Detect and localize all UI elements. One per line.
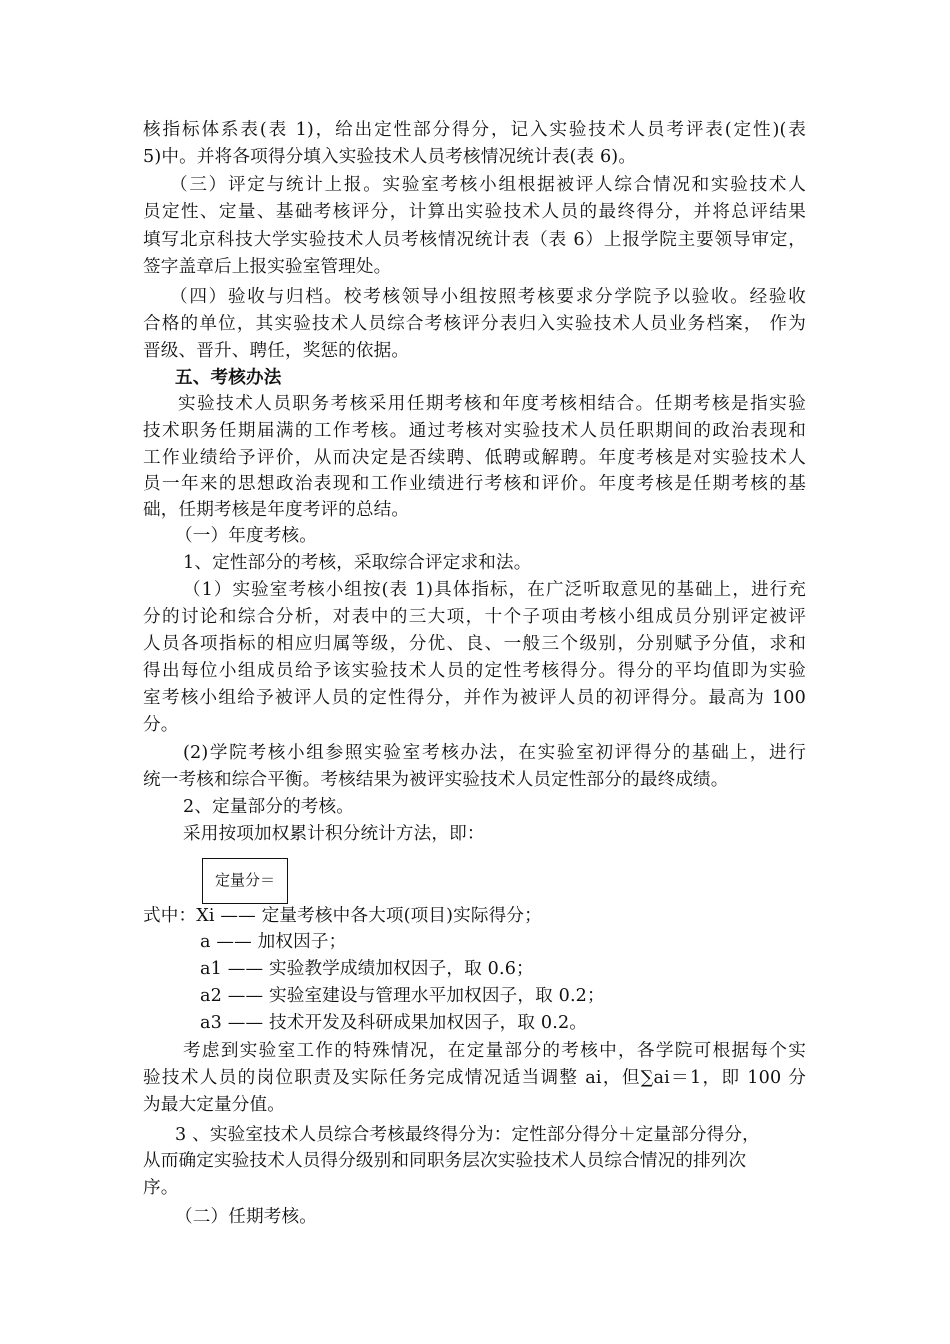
body-line: 2、定量部分的考核。 xyxy=(183,797,355,817)
body-line: 础，任期考核是年度考评的总结。 xyxy=(143,500,410,520)
section-heading: 五、考核办法 xyxy=(175,367,282,388)
body-line: 人员各项指标的相应归属等级，分优、良、一般三个级别，分别赋予分值，求和 xyxy=(143,634,806,654)
body-line: （四）验收与归档。校考核领导小组按照考核要求分学院予以验收。经验收 xyxy=(170,287,806,307)
body-line: 分。 xyxy=(143,715,179,735)
body-line: 核指标体系表(表 1)，给出定性部分得分，记入实验技术人员考评表(定性)(表 xyxy=(143,120,806,140)
legend-line: a1 —— 实验教学成绩加权因子，取 0.6； xyxy=(200,959,534,979)
body-line: 得出每位小组成员给予该实验技术人员的定性考核得分。得分的平均值即为实验 xyxy=(143,661,806,681)
body-line: 合格的单位，其实验技术人员综合考核评分表归入实验技术人员业务档案， 作为 xyxy=(143,314,806,334)
subsection-heading: （二）任期考核。 xyxy=(175,1207,317,1227)
body-line: 采用按项加权累计积分统计方法，即： xyxy=(183,824,485,844)
body-line: （三）评定与统计上报。实验室考核小组根据被评人综合情况和实验技术人 xyxy=(170,175,806,195)
formula-label: 定量分＝ xyxy=(215,871,276,889)
body-line: 验技术人员的岗位职责及实际任务完成情况适当调整 ai，但∑ai＝1，即 100 分 xyxy=(143,1068,806,1088)
body-line: 分的讨论和综合分析，对表中的三大项，十个子项由考核小组成员分别评定被评 xyxy=(143,607,806,627)
subsection-heading: （一）年度考核。 xyxy=(175,526,317,546)
body-line: 为最大定量分值。 xyxy=(143,1095,285,1115)
body-line: 考虑到实验室工作的特殊情况，在定量部分的考核中，各学院可根据每个实 xyxy=(183,1041,806,1061)
body-line: 技术职务任期届满的工作考核。通过考核对实验技术人员任职期间的政治表现和 xyxy=(143,421,806,441)
body-line: 室考核小组给予被评人员的定性得分，并作为被评人员的初评得分。最高为 100 xyxy=(143,688,806,708)
legend-line: 式中：Xi —— 定量考核中各大项(项目)实际得分； xyxy=(143,906,542,926)
body-line: 序。 xyxy=(143,1178,179,1198)
legend-line: a3 —— 技术开发及科研成果加权因子，取 0.2。 xyxy=(200,1013,588,1033)
body-line: 签字盖章后上报实验室管理处。 xyxy=(143,257,392,277)
body-line: 员定性、定量、基础考核评分，计算出实验技术人员的最终得分，并将总评结果 xyxy=(143,202,806,222)
formula-box xyxy=(202,858,288,904)
legend-line: a —— 加权因子； xyxy=(200,932,347,952)
body-line: 从而确定实验技术人员得分级别和同职务层次实验技术人员综合情况的排列次 xyxy=(143,1151,747,1171)
body-line: 3 、实验室技术人员综合考核最终得分为：定性部分得分＋定量部分得分， xyxy=(175,1125,760,1145)
body-line: 5)中。并将各项得分填入实验技术人员考核情况统计表(表 6)。 xyxy=(143,147,637,167)
body-line: 1、定性部分的考核，采取综合评定求和法。 xyxy=(183,553,532,573)
legend-line: a2 —— 实验室建设与管理水平加权因子，取 0.2； xyxy=(200,986,605,1006)
body-line: 员一年来的思想政治表现和工作业绩进行考核和评价。年度考核是任期考核的基 xyxy=(143,474,806,494)
body-line: 填写北京科技大学实验技术人员考核情况统计表（表 6）上报学院主要领导审定， xyxy=(143,230,806,250)
body-line: （1）实验室考核小组按(表 1)具体指标，在广泛听取意见的基础上，进行充 xyxy=(183,580,806,600)
body-line: 实验技术人员职务考核采用任期考核和年度考核相结合。任期考核是指实验 xyxy=(178,394,806,414)
body-line: (2)学院考核小组参照实验室考核办法，在实验室初评得分的基础上，进行 xyxy=(183,743,806,763)
body-line: 工作业绩给予评价，从而决定是否续聘、低聘或解聘。年度考核是对实验技术人 xyxy=(143,448,806,468)
body-line: 晋级、晋升、聘任，奖惩的依据。 xyxy=(143,341,410,361)
body-line: 统一考核和综合平衡。考核结果为被评实验技术人员定性部分的最终成绩。 xyxy=(143,770,729,790)
